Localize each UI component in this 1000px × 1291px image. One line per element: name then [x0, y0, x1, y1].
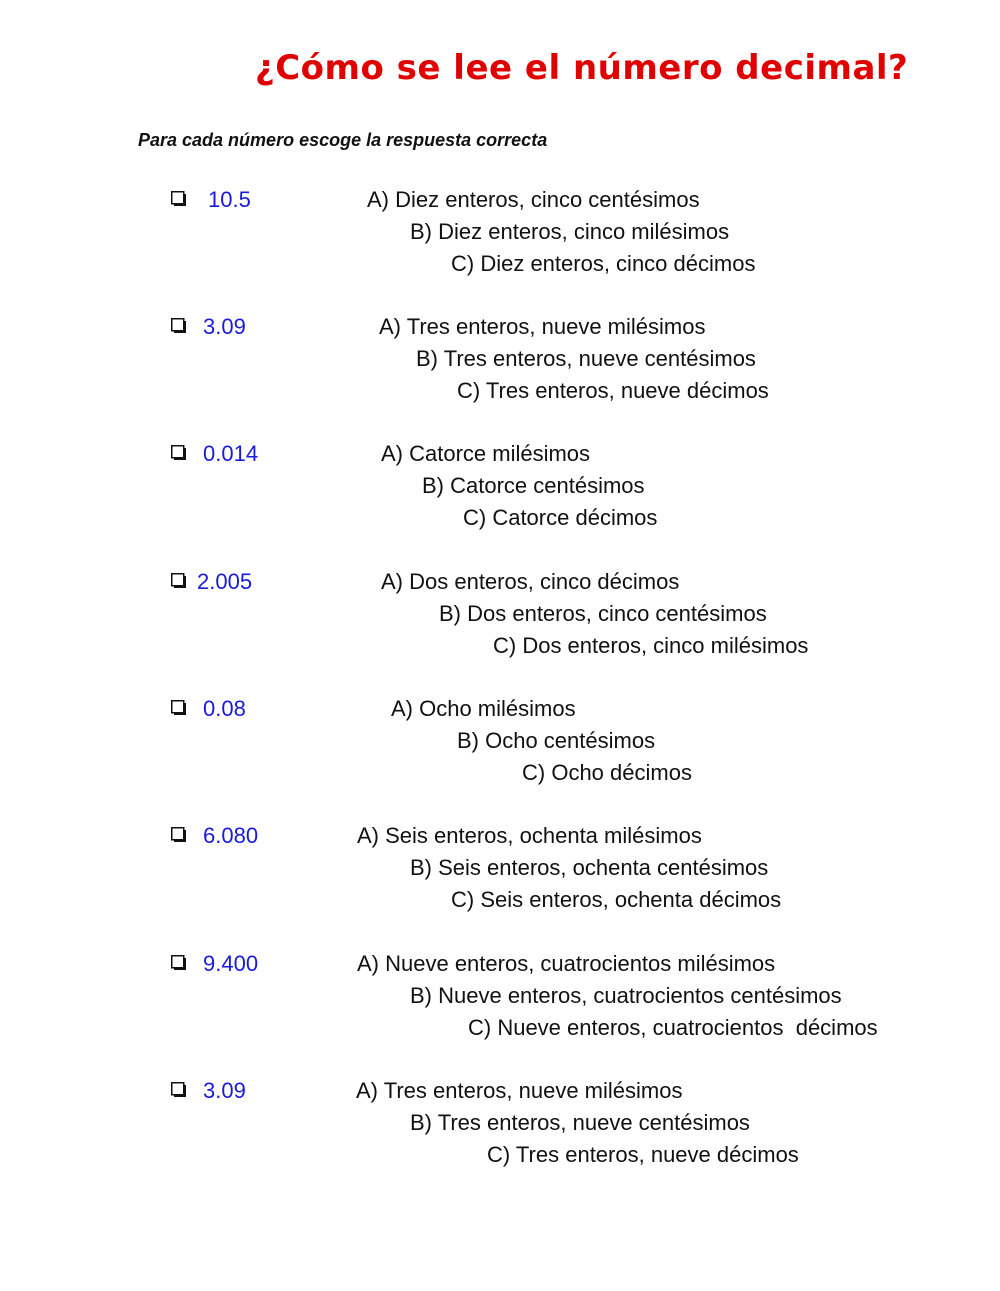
option-c[interactable]: C) Diez enteros, cinco décimos	[451, 251, 756, 276]
option-a[interactable]: A) Tres enteros, nueve milésimos	[379, 314, 706, 339]
question-item	[0, 823, 1000, 923]
option-a[interactable]: A) Catorce milésimos	[381, 441, 591, 466]
option-a[interactable]: A) Nueve enteros, cuatrocientos milésimos	[357, 951, 776, 976]
decimal-number: 6.080	[203, 823, 259, 848]
checkbox-icon[interactable]	[171, 955, 187, 971]
decimal-number: 3.09	[203, 1078, 246, 1103]
option-a[interactable]: A) Seis enteros, ochenta milésimos	[357, 823, 702, 848]
checkbox-icon[interactable]	[171, 445, 187, 461]
option-c[interactable]: C) Catorce décimos	[463, 505, 658, 530]
option-b[interactable]: B) Seis enteros, ochenta centésimos	[410, 855, 769, 880]
checkbox-icon[interactable]	[171, 191, 187, 207]
option-c[interactable]: C) Tres enteros, nueve décimos	[457, 378, 769, 403]
option-a[interactable]: A) Tres enteros, nueve milésimos	[356, 1078, 683, 1103]
option-c[interactable]: C) Nueve enteros, cuatrocientos décimos	[468, 1015, 878, 1040]
decimal-number: 9.400	[203, 951, 259, 976]
option-c[interactable]: C) Tres enteros, nueve décimos	[487, 1142, 799, 1167]
question-item	[0, 569, 1000, 669]
checkbox-icon[interactable]	[171, 573, 187, 589]
option-a[interactable]: A) Diez enteros, cinco centésimos	[367, 187, 700, 212]
option-a[interactable]: A) Dos enteros, cinco décimos	[381, 569, 680, 594]
checkbox-icon[interactable]	[171, 318, 187, 334]
decimal-number: 3.09	[203, 314, 246, 339]
option-b[interactable]: B) Tres enteros, nueve centésimos	[410, 1110, 750, 1135]
question-item	[0, 187, 1000, 287]
option-c[interactable]: C) Dos enteros, cinco milésimos	[493, 633, 809, 658]
option-c[interactable]: C) Seis enteros, ochenta décimos	[451, 887, 782, 912]
checkbox-icon[interactable]	[171, 827, 187, 843]
decimal-number: 10.5	[208, 187, 251, 212]
question-item	[0, 314, 1000, 414]
checkbox-icon[interactable]	[171, 1082, 187, 1098]
option-b[interactable]: B) Diez enteros, cinco milésimos	[410, 219, 730, 244]
option-b[interactable]: B) Nueve enteros, cuatrocientos centésimos	[410, 983, 842, 1008]
page-title: ¿Cómo se lee el número decimal?	[255, 48, 909, 88]
checkbox-icon[interactable]	[171, 700, 187, 716]
question-item	[0, 951, 1000, 1051]
decimal-number: 0.08	[203, 696, 246, 721]
option-b[interactable]: B) Catorce centésimos	[422, 473, 645, 498]
option-a[interactable]: A) Ocho milésimos	[391, 696, 576, 721]
option-b[interactable]: B) Ocho centésimos	[457, 728, 656, 753]
option-c[interactable]: C) Ocho décimos	[522, 760, 692, 785]
question-item	[0, 441, 1000, 541]
decimal-number: 2.005	[197, 569, 253, 594]
option-b[interactable]: B) Dos enteros, cinco centésimos	[439, 601, 767, 626]
question-item	[0, 696, 1000, 796]
question-item	[0, 1078, 1000, 1178]
instruction-text: Para cada número escoge la respuesta correcta	[138, 130, 548, 150]
decimal-number: 0.014	[203, 441, 259, 466]
option-b[interactable]: B) Tres enteros, nueve centésimos	[416, 346, 756, 371]
